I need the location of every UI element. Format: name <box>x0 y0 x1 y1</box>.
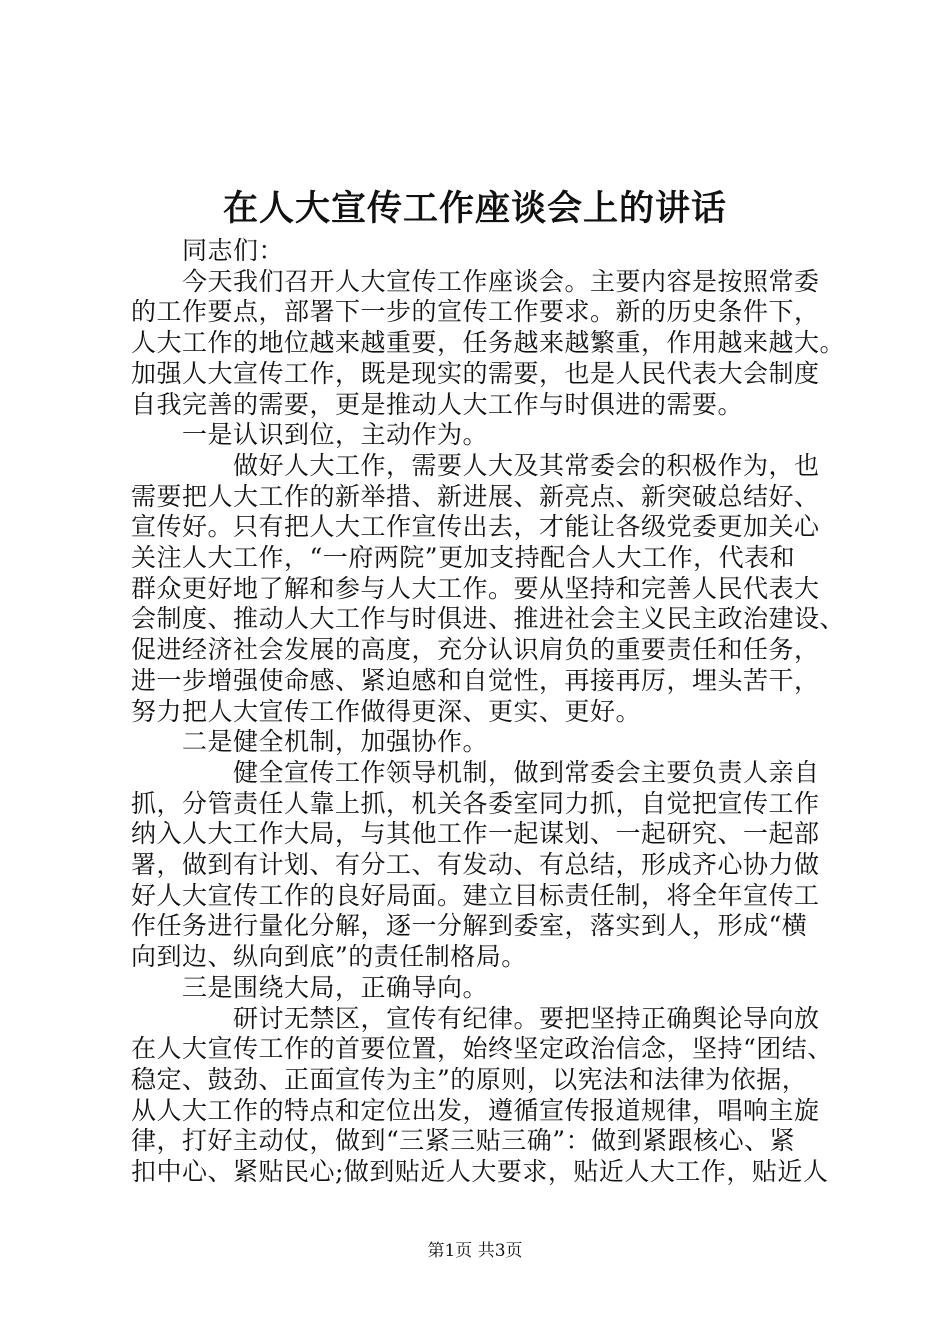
body-text-line: 一是认识到位，主动作为。 <box>131 420 489 450</box>
body-text-line: 二是健全机制，加强协作。 <box>131 727 489 757</box>
body-text-line: 做好人大工作，需要人大及其常委会的积极作为，也 <box>131 450 820 480</box>
body-text-line: 研讨无禁区，宣传有纪律。要把坚持正确舆论导向放 <box>131 1003 820 1033</box>
body-text-line: 扣中心、紧贴民心;做到贴近人大要求，贴近人大工作，贴近人 <box>131 1157 829 1186</box>
body-text-line: 同志们： <box>131 236 285 265</box>
body-text-line: 好人大宣传工作的良好局面。建立目标责任制，将全年宣传工 <box>131 880 820 910</box>
page-number-footer: 第1页 共3页 <box>427 1241 523 1261</box>
body-text-line: 的工作要点，部署下一步的宣传工作要求。新的历史条件下， <box>131 297 820 327</box>
body-text-line: 宣传好。只有把人大工作宣传出去，才能让各级党委更加关心 <box>131 512 820 542</box>
body-text-line: 署，做到有计划、有分工、有发动、有总结，形成齐心协力做 <box>131 850 820 879</box>
body-text-line: 在人大宣传工作的首要位置，始终坚定政治信念，坚持“团结、 <box>131 1034 833 1064</box>
body-text-line: 关注人大工作，“一府两院”更加支持配合人大工作，代表和 <box>131 543 796 572</box>
body-text-line: 自我完善的需要，更是推动人大工作与时俱进的需要。 <box>131 389 744 419</box>
body-text-line: 人大工作的地位越来越重要，任务越来越繁重，作用越来越大。 <box>131 328 846 358</box>
body-text-line: 今天我们召开人大宣传工作座谈会。主要内容是按照常委 <box>131 266 820 296</box>
body-text-line: 三是围绕大局，正确导向。 <box>131 972 489 1002</box>
body-text-line: 纳入人大工作大局，与其他工作一起谋划、一起研究、一起部 <box>131 819 820 849</box>
body-text-line: 律，打好主动仗，做到“三紧三贴三确”：做到紧跟核心、紧 <box>131 1126 796 1156</box>
body-text-line: 抓，分管责任人靠上抓，机关各委室同力抓，自觉把宣传工作 <box>131 788 820 818</box>
body-text-line: 促进经济社会发展的高度，充分认识肩负的重要责任和任务， <box>131 635 820 665</box>
body-text-line: 稳定、鼓劲、正面宣传为主”的原则，以宪法和法律为依据， <box>131 1064 808 1094</box>
body-text-line: 从人大工作的特点和定位出发，遵循宣传报道规律，唱响主旋 <box>131 1095 820 1125</box>
body-text-line: 努力把人大宣传工作做得更深、更实、更好。 <box>131 696 642 726</box>
body-text-line: 会制度、推动人大工作与时俱进、推进社会主义民主政治建设、 <box>131 604 846 634</box>
body-text-line: 加强人大宣传工作，既是现实的需要，也是人民代表大会制度 <box>131 358 820 388</box>
body-text-line: 向到边、纵向到底”的责任制格局。 <box>131 942 527 972</box>
body-text-line: 需要把人大工作的新举措、新进展、新亮点、新突破总结好、 <box>131 481 820 511</box>
body-text-line: 健全宣传工作领导机制，做到常委会主要负责人亲自 <box>131 757 820 787</box>
body-text-line: 群众更好地了解和参与人大工作。要从坚持和完善人民代表大 <box>131 573 820 603</box>
body-text-line: 进一步增强使命感、紧迫感和自觉性，再接再厉，埋头苦干， <box>131 665 820 695</box>
body-text-line: 作任务进行量化分解，逐一分解到委室，落实到人，形成“横 <box>131 911 808 941</box>
document-title: 在人大宣传工作座谈会上的讲话 <box>222 188 727 229</box>
